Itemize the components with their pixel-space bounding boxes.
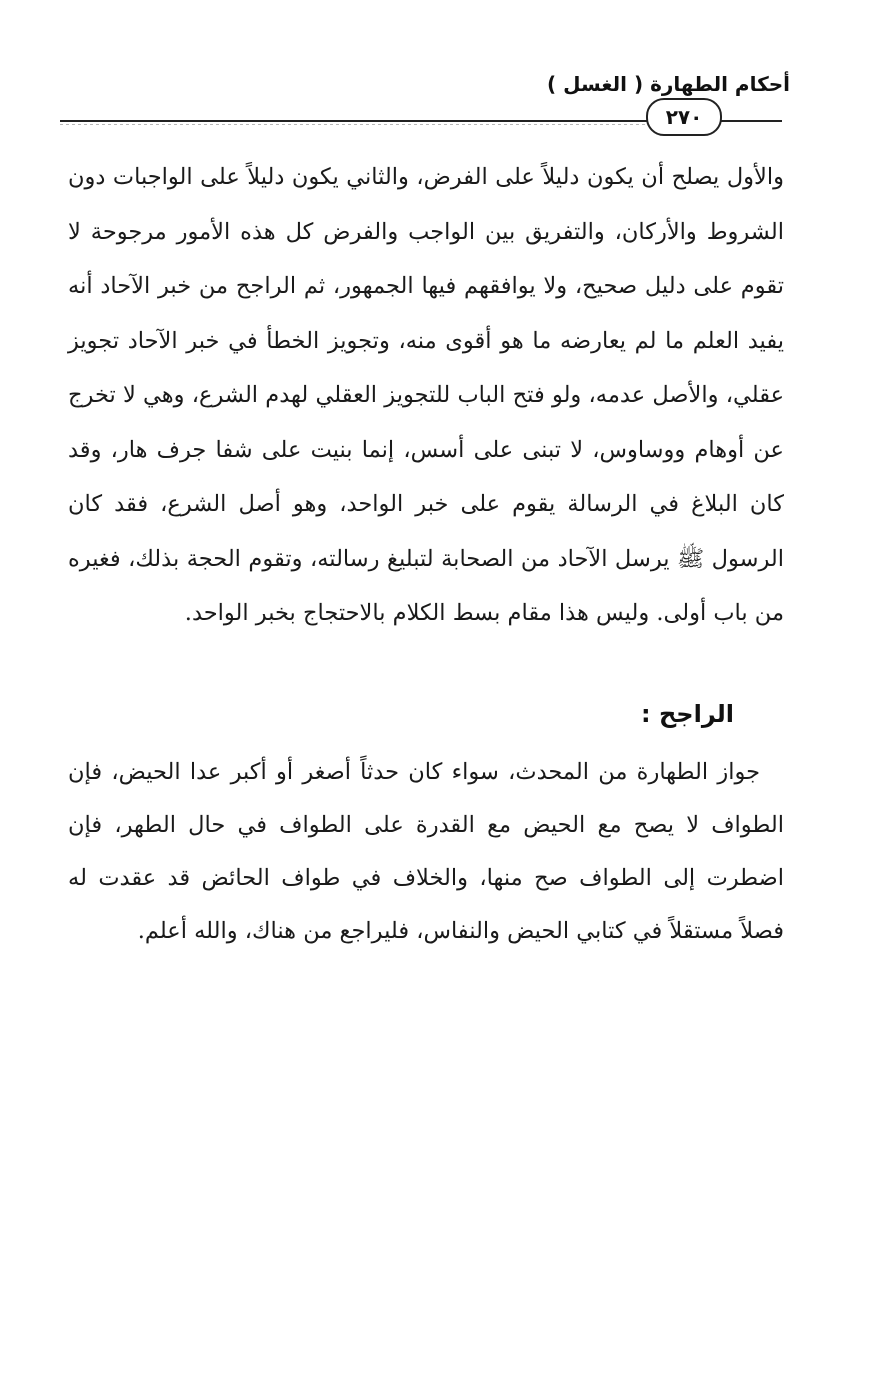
running-header-title: أحكام الطهارة ( الغسل ) <box>547 72 790 96</box>
header-rule-shadow <box>60 124 660 125</box>
header-rule <box>60 120 660 122</box>
page-header <box>60 72 790 132</box>
page-number: ٢٧٠ <box>646 98 722 136</box>
paragraph-1: والأول يصلح أن يكون دليلاً على الفرض، والثاني يكون دليلاً على الواجبات دون الشروط والأركان، والتفريق بين الواجب والفرض كل هذه الأمور مرجوحة لا تقوم على دليل صحيح، ولا يوافقهم فيها الجمهور، ثم الراجح من خبر الآحاد أنه يفيد العلم ما لم يعارضه ما هو أقوى منه، وتجويز الخطأ في خبر الآحاد تجويز عقلي، والأصل عدمه، ولو فتح الباب للتجويز العقلي لهدم الشرع، وهي لا تخرج عن أوهام ووساوس، لا تبنى على أسس، إنما بنيت على شفا جرف هار، وقد كان البلاغ في الرسالة يقوم على خبر الواحد، وهو أصل الشرع، فقد كان الرسول ﷺ يرسل الآحاد من الصحابة لتبليغ رسالته، وتقوم الحجة بذلك، فغيره من باب أولى. وليس هذا مقام بسط الكلام بالاحتجاج بخبر الواحد. <box>68 164 784 626</box>
section-heading: الراجح : <box>641 700 734 728</box>
paragraph-2: جواز الطهارة من المحدث، سواء كان حدثاً أصغر أو أكبر عدا الحيض، فإن الطواف لا يصح مع الحيض مع القدرة على الطواف في حال الطهر، فإن اضطرت إلى الطواف صح منها، والخلاف في طواف الحائض قد عقدت له فصلاً مستقلاً في كتابي الحيض والنفاس، فليراجع من هناك، والله أعلم. <box>68 759 784 944</box>
header-rule-right <box>720 120 782 122</box>
